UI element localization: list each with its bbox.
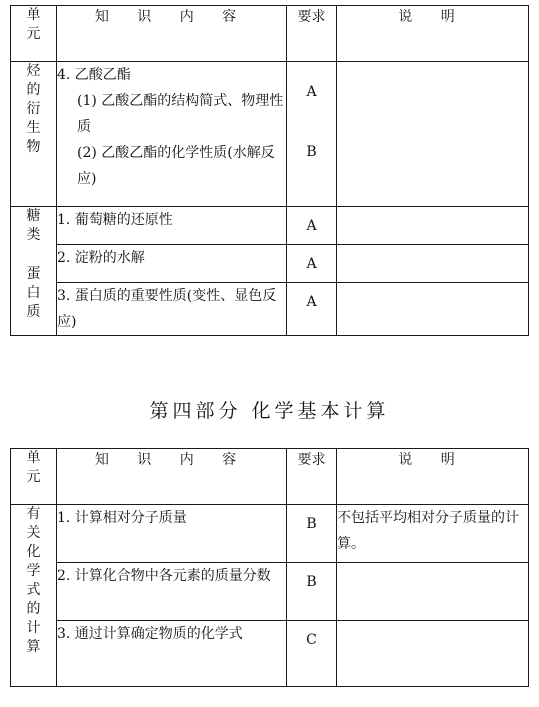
header-requirement: 要求 (287, 449, 337, 505)
knowledge-table-organic (10, 5, 529, 336)
knowledge-cell: 1. 计算相对分子质量 (57, 505, 287, 563)
table-header-row (11, 6, 529, 62)
requirement-cell: B (287, 505, 337, 563)
table-header-row (11, 449, 529, 505)
description-cell (337, 245, 529, 283)
knowledge-line: 4. 乙酸乙酯 (57, 67, 131, 83)
unit-cell-derivatives: 烃的衍生物 (11, 62, 57, 207)
requirement-cell: A (287, 245, 337, 283)
unit-cell-formula-calc: 有关化学式的计算 (11, 505, 57, 687)
knowledge-cell: 3. 通过计算确定物质的化学式 (57, 621, 287, 687)
description-cell: 不包括平均相对分子质量的计算。 (337, 505, 529, 563)
header-description: 说 明 (337, 449, 529, 505)
table-row (11, 621, 529, 687)
header-knowledge: 知 识 内 容 (57, 449, 287, 505)
header-unit: 单元 (11, 449, 57, 505)
knowledge-cell: 2. 计算化合物中各元素的质量分数 (57, 563, 287, 621)
description-cell (337, 621, 529, 687)
unit-cell-sugar-protein: 糖类 蛋白质 (11, 207, 57, 336)
description-cell (337, 62, 529, 207)
header-requirement: 要求 (287, 6, 337, 62)
requirement-value: A (306, 84, 317, 100)
table-row (11, 563, 529, 621)
description-cell (337, 563, 529, 621)
table-row (11, 62, 529, 207)
requirement-cell: B (287, 563, 337, 621)
description-cell (337, 207, 529, 245)
header-unit: 单元 (11, 6, 57, 62)
requirement-cell: A (287, 283, 337, 336)
requirement-cell: A (287, 207, 337, 245)
knowledge-cell: 1. 葡萄糖的还原性 (57, 207, 287, 245)
table-row (11, 505, 529, 563)
knowledge-cell: 2. 淀粉的水解 (57, 245, 287, 283)
knowledge-cell (57, 62, 287, 207)
requirement-cell: C (287, 621, 337, 687)
knowledge-line: (1) 乙酸乙酯的结构简式、物理性质 (77, 93, 284, 135)
table-row (11, 245, 529, 283)
table-row (11, 207, 529, 245)
description-cell (337, 283, 529, 336)
section-title: 第四部分 化学基本计算 (149, 400, 390, 422)
header-description: 说 明 (337, 6, 529, 62)
table-row (11, 283, 529, 336)
header-knowledge: 知 识 内 容 (57, 6, 287, 62)
knowledge-cell: 3. 蛋白质的重要性质(变性、显色反应) (57, 283, 287, 336)
knowledge-table-calculation (10, 448, 529, 687)
requirement-cell (287, 62, 337, 207)
knowledge-line: (2) 乙酸乙酯的化学性质(水解反应) (77, 145, 275, 187)
requirement-value: B (306, 144, 317, 160)
